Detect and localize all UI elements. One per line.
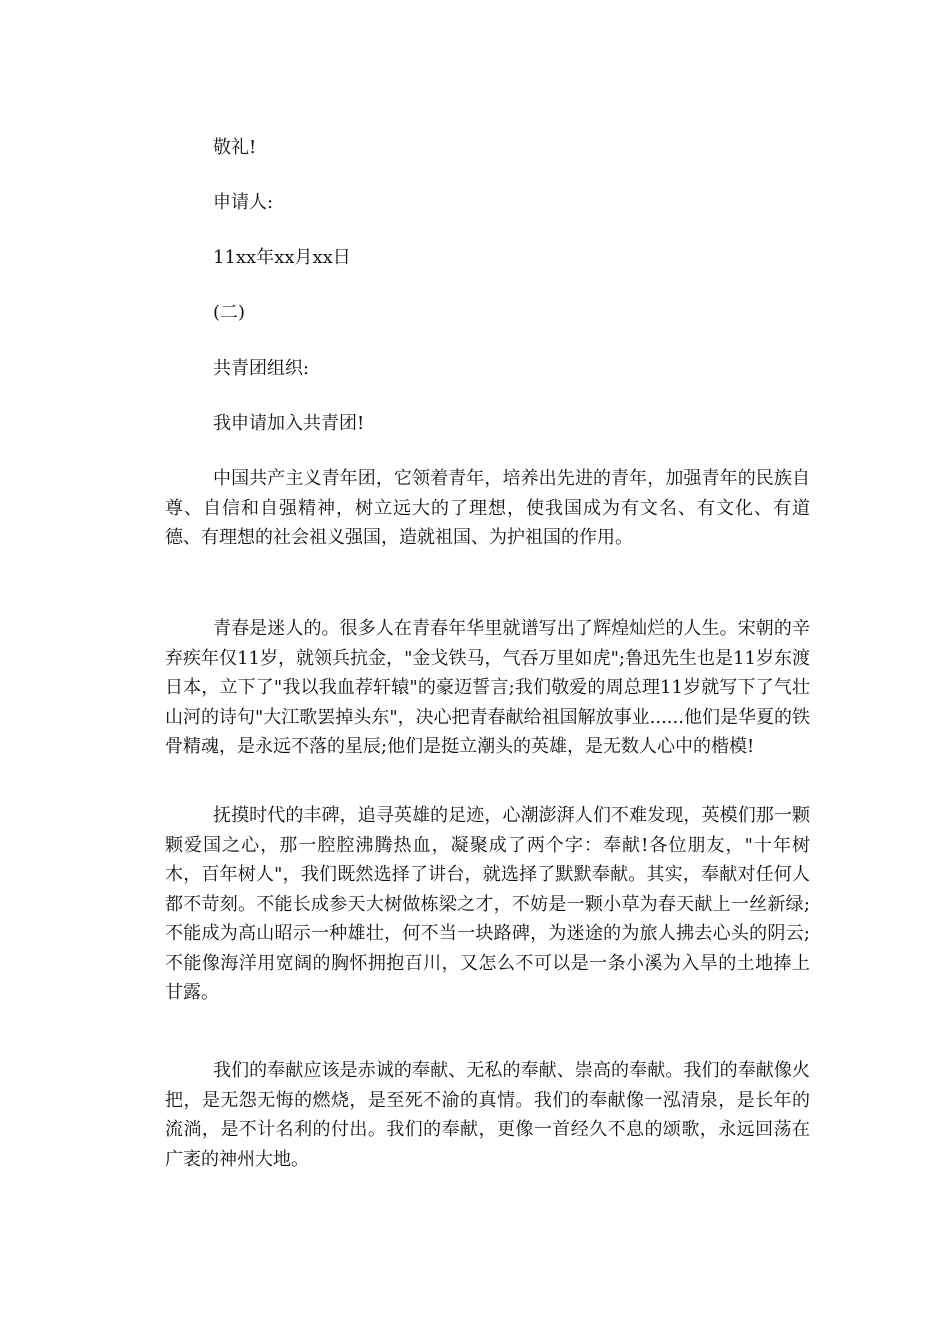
body-paragraph: 我们的奉献应该是赤诚的奉献、无私的奉献、崇高的奉献。我们的奉献像火把，是无怨无悔的燃烧，是至死不渝的真情。我们的奉献像一泓清泉，是长年的流淌，是不计名利的付出。我们的奉献，更像一首经久不息的颂歌，永远回荡在广袤的神州大地。: [165, 1060, 810, 1170]
opening-statement: 我申请加入共青团!: [213, 413, 365, 434]
letter-date: 11xx年xx月xx日: [213, 247, 351, 268]
body-paragraph: 青春是迷人的。很多人在青春年华里就谱写出了辉煌灿烂的人生。宋朝的辛弃疾年仅11岁，就领兵抗金，"金戈铁马，气吞万里如虎";鲁迅先生也是11岁东渡日本，立下了"我以我血荐轩辕"的豪迈誓言;我们敬爱的周总理11岁就写下了气壮山河的诗句"大江歌罢掉头东"，决心把青春献给祖国解放事业......他们是华夏的铁骨精魂，是永远不落的星辰;他们是挺立潮头的英雄，是无数人心中的楷模!: [165, 618, 810, 757]
body-paragraph: 中国共产主义青年团，它领着青年，培养出先进的青年，加强青年的民族自尊、自信和自强精神，树立远大的了理想，使我国成为有文名、有文化、有道德、有理想的社会祖义强国，造就祖国、为护祖国的作用。: [165, 468, 810, 548]
recipient-salutation: 共青团组织:: [213, 358, 310, 379]
applicant-label: 申请人:: [213, 192, 274, 213]
closing-salutation: 敬礼!: [213, 137, 257, 158]
section-marker: (二): [213, 302, 246, 323]
body-paragraph: 抚摸时代的丰碑，追寻英雄的足迹，心潮澎湃人们不难发现，英模们那一颗颗爱国之心，那一腔腔沸腾热血，凝聚成了两个字：奉献!各位朋友，"十年树木，百年树人"，我们既然选择了讲台，就选择了默默奉献。其实，奉献对任何人都不苛刻。不能长成参天大树做栋梁之才，不妨是一颗小草为春天献上一丝新绿;不能成为高山昭示一种雄壮，何不当一块路碑，为迷途的为旅人拂去心头的阴云;不能像海洋用宽阔的胸怀拥抱百川，又怎么不可以是一条小溪为入旱的土地捧上甘露。: [165, 805, 810, 1003]
